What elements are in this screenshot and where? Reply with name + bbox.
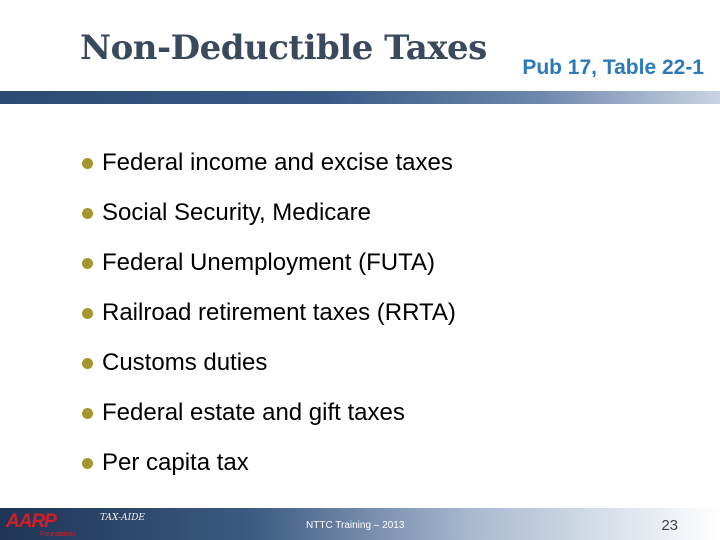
- bullet-text: Federal income and excise taxes: [102, 149, 453, 176]
- bullet-list: [82, 138, 456, 488]
- bullet-item: [82, 138, 456, 188]
- footer-training-label: NTTC Training – 2013: [306, 520, 405, 531]
- svg-text:AARP: AARP: [6, 511, 56, 532]
- title-divider-band: [0, 91, 720, 104]
- bullet-dot-icon: [82, 208, 93, 219]
- tax-aide-label: TAX-AIDE: [100, 513, 145, 523]
- bullet-item: [82, 438, 456, 488]
- footer-band: [0, 508, 720, 540]
- bullet-item: [82, 288, 456, 338]
- page-number: 23: [661, 517, 678, 534]
- bullet-dot-icon: [82, 408, 93, 419]
- bullet-dot-icon: [82, 358, 93, 369]
- bullet-dot-icon: [82, 458, 93, 469]
- svg-text:Foundation: Foundation: [40, 531, 76, 538]
- bullet-text: Federal Unemployment (FUTA): [102, 249, 435, 276]
- bullet-item: [82, 188, 456, 238]
- bullet-text: Per capita tax: [102, 449, 249, 476]
- bullet-text: Social Security, Medicare: [102, 199, 371, 226]
- bullet-dot-icon: [82, 158, 93, 169]
- bullet-text: Federal estate and gift taxes: [102, 399, 405, 426]
- bullet-dot-icon: [82, 258, 93, 269]
- bullet-item: [82, 238, 456, 288]
- reference-label: Pub 17, Table 22-1: [522, 56, 704, 79]
- bullet-item: [82, 338, 456, 388]
- aarp-foundation-logo: [4, 510, 92, 538]
- slide-title: Non-Deductible Taxes: [80, 28, 487, 68]
- bullet-item: [82, 388, 456, 438]
- bullet-text: Customs duties: [102, 349, 268, 376]
- bullet-text: Railroad retirement taxes (RRTA): [102, 299, 456, 326]
- bullet-dot-icon: [82, 308, 93, 319]
